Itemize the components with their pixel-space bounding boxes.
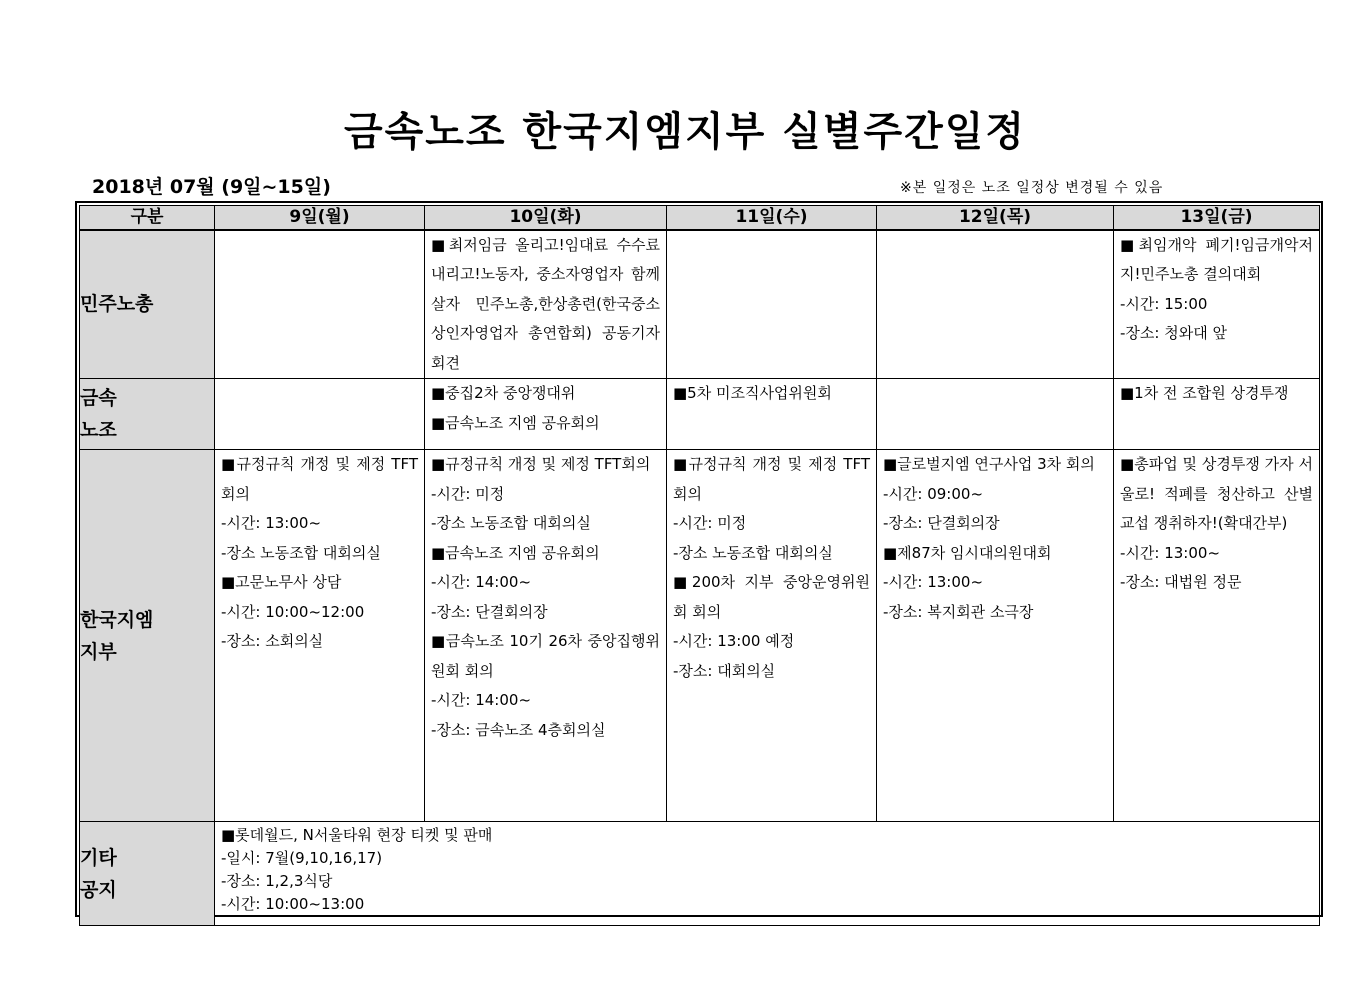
header-category: 구분 xyxy=(80,206,215,230)
schedule-entry: ■고문노무사 상담 xyxy=(221,573,342,591)
schedule-entry: ■금속노조 10기 26차 중앙집행위원회 회의 xyxy=(431,632,660,680)
row-geumsok xyxy=(80,379,1320,450)
row-category-line: 노조 xyxy=(80,419,117,441)
header-day-thu: 12일(목) xyxy=(877,206,1114,230)
schedule-cell xyxy=(667,230,877,379)
schedule-table xyxy=(79,205,1320,926)
row-category-line: 금속 xyxy=(80,387,117,409)
notice-row xyxy=(80,822,1320,926)
schedule-entry: -시간: 10:00~12:00 xyxy=(221,602,365,621)
schedule-entry: -장소: 단결회의장 xyxy=(883,514,1000,532)
notice-category xyxy=(80,822,215,926)
schedule-entry: ■금속노조 지엠 공유회의 xyxy=(431,543,600,562)
notice-category-line: 공지 xyxy=(80,878,117,901)
schedule-entry: ■총파업 및 상경투쟁 가자 서울로! 적폐를 청산하고 산별교섭 쟁취하자!(확대간부) xyxy=(1120,455,1313,532)
row-category-line: 한국지엠 xyxy=(80,608,154,631)
schedule-entry: -시간: 13:00 예정 xyxy=(673,632,795,650)
notice-line: -장소: 1,2,3식당 xyxy=(221,872,333,890)
schedule-entry: -시간: 13:00~ xyxy=(883,573,984,591)
schedule-entry: -장소 노동조합 대회의실 xyxy=(673,543,833,562)
schedule-entry: -장소: 소회의실 xyxy=(221,632,324,650)
schedule-entry: -시간: 미정 xyxy=(673,514,747,532)
schedule-entry: -시간: 15:00 xyxy=(1120,294,1208,313)
notice-body xyxy=(215,822,1320,926)
row-category-line: 민주노총 xyxy=(80,293,154,316)
row-minju xyxy=(80,230,1320,379)
row-category xyxy=(80,230,215,379)
schedule-entry: -장소: 금속노조 4층회의실 xyxy=(431,720,606,739)
schedule-note: ※본 일정은 노조 일정상 변경될 수 있음 xyxy=(900,180,1164,196)
schedule-entry: -시간: 13:00~ xyxy=(221,514,322,532)
schedule-entry: -장소 노동조합 대회의실 xyxy=(431,514,591,532)
row-category xyxy=(80,450,215,822)
notice-line: -일시: 7월(9,10,16,17) xyxy=(221,849,383,867)
schedule-entry: -시간: 14:00~ xyxy=(431,691,532,709)
schedule-entry: -장소 노동조합 대회의실 xyxy=(221,543,381,562)
schedule-cell xyxy=(215,450,425,822)
document-title: 금속노조 한국지엠지부 실별주간일정 xyxy=(343,109,1027,155)
schedule-entry: ■5차 미조직사업위원회 xyxy=(673,384,832,402)
notice-line: -시간: 10:00~13:00 xyxy=(221,895,365,913)
schedule-cell xyxy=(877,230,1114,379)
schedule-entry: ■최저임금 올리고!임대료 수수료 내리고!노동자, 중소자영업자 함께 살자 민주노총,한상총련(한국중소상인자영업자 총연합회) 공동기자회견 xyxy=(431,235,660,372)
schedule-cell xyxy=(215,379,425,450)
header-day-wed: 11일(수) xyxy=(667,206,877,230)
schedule-cell xyxy=(1114,450,1320,822)
schedule-cell xyxy=(425,379,667,450)
row-category-line: 지부 xyxy=(80,640,117,663)
header-day-fri: 13일(금) xyxy=(1114,206,1320,230)
schedule-entry: -장소: 대법원 정문 xyxy=(1120,573,1242,591)
schedule-cell xyxy=(425,450,667,822)
schedule-entry: ■규정규칙 개정 및 제정 TFT회의 xyxy=(431,455,651,473)
schedule-entry: ■중집2차 중앙쟁대위 xyxy=(431,384,576,402)
notice-line: ■롯데월드, N서울타워 현장 티켓 및 판매 xyxy=(221,826,493,844)
schedule-cell xyxy=(877,450,1114,822)
schedule-cell xyxy=(215,230,425,379)
schedule-entry: -장소: 대회의실 xyxy=(673,661,776,680)
header-day-mon: 9일(월) xyxy=(215,206,425,230)
schedule-cell xyxy=(877,379,1114,450)
schedule-entry: -시간: 14:00~ xyxy=(431,573,532,591)
schedule-entry: -시간: 09:00~ xyxy=(883,484,984,503)
schedule-entry: -장소: 복지회관 소극장 xyxy=(883,602,1034,621)
notice-category-line: 기타 xyxy=(80,846,117,869)
schedule-entry: ■1차 전 조합원 상경투쟁 xyxy=(1120,384,1289,402)
schedule-cell xyxy=(1114,379,1320,450)
row-category xyxy=(80,379,215,450)
schedule-entry: ■200차 지부 중앙운영위원회 회의 xyxy=(673,573,870,621)
schedule-entry: ■제87차 임시대의원대회 xyxy=(883,543,1052,562)
header-day-tue: 10일(화) xyxy=(425,206,667,230)
schedule-frame xyxy=(75,201,1323,917)
schedule-entry: -장소: 단결회의장 xyxy=(431,602,548,621)
schedule-entry: -장소: 청와대 앞 xyxy=(1120,324,1227,342)
header-row xyxy=(80,206,1320,230)
schedule-entry: ■글로벌지엠 연구사업 3차 회의 xyxy=(883,455,1095,473)
schedule-cell xyxy=(425,230,667,379)
schedule-entry: -시간: 미정 xyxy=(431,484,505,503)
schedule-cell xyxy=(667,379,877,450)
schedule-cell xyxy=(667,450,877,822)
schedule-entry: ■금속노조 지엠 공유회의 xyxy=(431,413,600,432)
date-range: 2018년 07월 (9일~15일) xyxy=(92,176,331,198)
schedule-entry: ■최임개악 폐기!임금개악저지!민주노총 결의대회 xyxy=(1120,235,1313,283)
schedule-entry: ■규정규칙 개정 및 제정 TFT회의 xyxy=(673,455,870,503)
schedule-cell xyxy=(1114,230,1320,379)
row-gm-branch xyxy=(80,450,1320,822)
schedule-entry: ■규정규칙 개정 및 제정 TFT회의 xyxy=(221,455,418,503)
schedule-entry: -시간: 13:00~ xyxy=(1120,543,1221,562)
